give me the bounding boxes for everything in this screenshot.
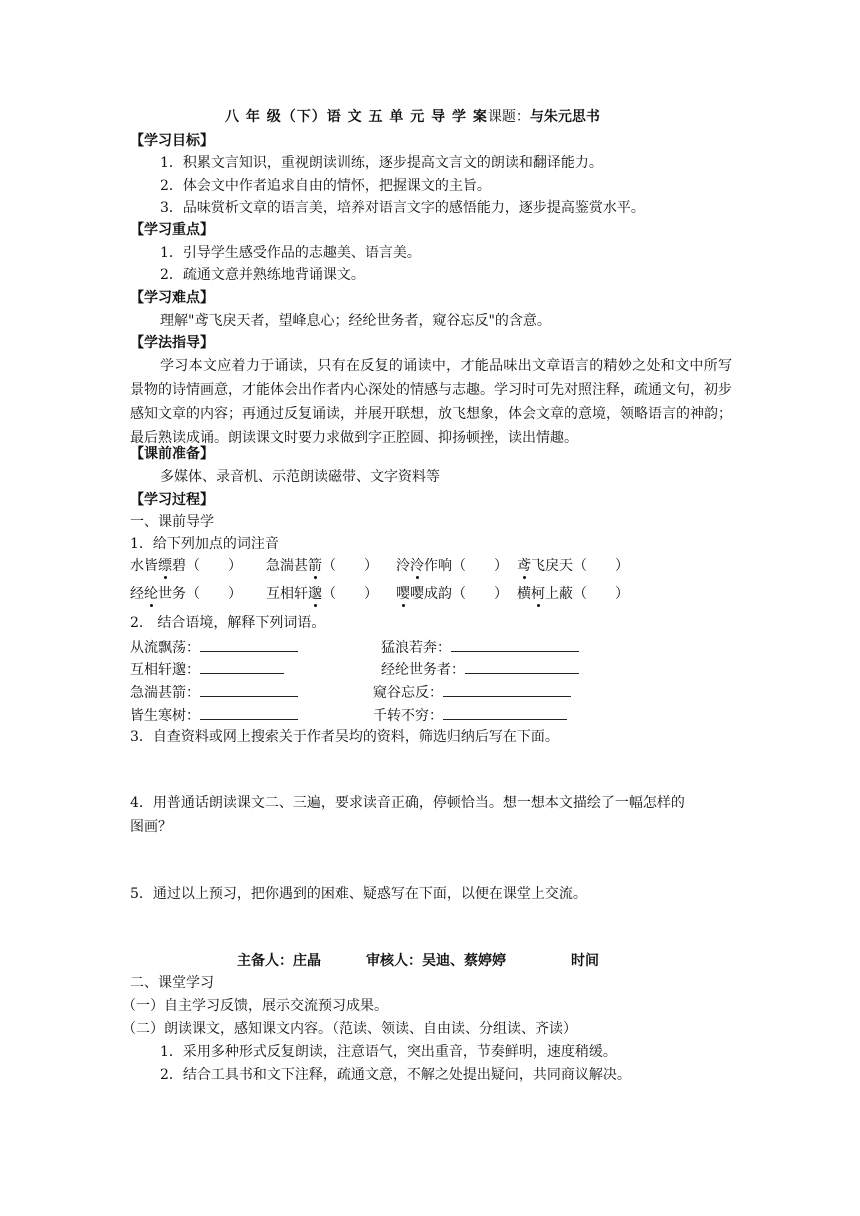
method-text: 学习本文应着力于诵读，只有在反复的诵读中，才能品味出文章语言的精妙之处和文中所写景物的诗情画意，才能体会出作者内心深处的情感与志趣。学习时可先对照注释，疏通文句，初步感知文章的内容；再通过反复诵读，并展开联想，放飞想象，体会文章的意境，领略语言的神韵；最后熟读成诵。朗读课文时要力求做到字正腔圆、抑扬顿挫，读出情趣。 (130, 358, 732, 446)
question-1: 1．给下列加点的词注音 (130, 536, 279, 552)
dotted-char: 鸢 (517, 558, 531, 574)
answer-blank[interactable] (465, 658, 579, 674)
phonetic-item: 嘤嘤成韵（ ） (396, 586, 508, 602)
classroom-item: 2．结合工具书和文下注释，疏通文意，不解之处提出疑问，共同商议解决。 (160, 1067, 631, 1083)
answer-blank[interactable] (200, 658, 284, 674)
difficulties-text: 理解"鸢飞戾天者，望峰息心；经纶世务者，窥谷忘反"的含意。 (160, 313, 551, 329)
key-points-heading: 【学习重点】 (130, 222, 214, 238)
definition-item: 皆生寒树： (130, 704, 298, 726)
definition-item: 急湍甚箭： (130, 681, 298, 703)
process-heading: 【学习过程】 (130, 492, 214, 508)
question-3: 3．自查资料或网上搜索关于作者吴均的资料，筛选归纳后写在下面。 (130, 729, 559, 745)
dotted-char: 泠 (410, 558, 424, 574)
answer-blank[interactable] (200, 681, 298, 697)
title-main: 八 年 级（下）语 文 五 单 元 导 学 案 (225, 109, 488, 125)
definition-item: 经纶世务者： (381, 658, 579, 680)
objectives-heading: 【学习目标】 (130, 133, 214, 149)
page-title (225, 107, 600, 127)
phonetic-item: 互相轩邈（ ） (266, 586, 378, 602)
part-one-heading: 一、课前导学 (130, 514, 214, 530)
dotted-char: 箭 (308, 558, 322, 574)
classroom-item: 1．采用多种形式反复朗读，注意语气，突出重音，节奏鲜明，速度稍缓。 (160, 1044, 617, 1060)
phonetic-item: 经纶世务（ ） (130, 586, 242, 602)
key-point-item: 2．疏通文意并熟练地背诵课文。 (160, 267, 365, 283)
question-4-line2: 图画？ (130, 819, 172, 835)
dotted-char: 纶 (144, 586, 158, 602)
objective-item: 3．品味赏析文章的语言美，培养对语言文字的感悟能力，逐步提高鉴赏水平。 (160, 200, 645, 216)
question-4-line1: 4．用普通话朗读课文二、三遍，要求读音正确，停顿恰当。想一想本文描绘了一幅怎样的 (130, 795, 685, 811)
definition-item: 猛浪若奔： (381, 636, 579, 658)
question-2: 2. 结合语境，解释下列词语。 (130, 615, 326, 631)
phonetic-item: 泠泠作响（ ） (396, 558, 508, 574)
part-two-heading: 二、课堂学习 (130, 975, 214, 991)
definition-item: 互相轩邈： (130, 658, 284, 680)
objective-item: 2．体会文中作者追求自由的情怀，把握课文的主旨。 (160, 178, 491, 194)
question-5: 5．通过以上预习，把你遇到的困难、疑惑写在下面，以便在课堂上交流。 (130, 886, 587, 902)
subsection-1: （一）自主学习反馈，展示交流预习成果。 (122, 998, 388, 1014)
objective-item: 1．积累文言知识，重视朗读训练，逐步提高文言文的朗读和翻译能力。 (160, 155, 603, 171)
answer-blank[interactable] (200, 704, 298, 720)
answer-blank[interactable] (200, 636, 298, 652)
phonetic-item: 横柯上蔽（ ） (517, 586, 629, 602)
dotted-char: 嘤 (396, 586, 410, 602)
phonetic-item: 水皆缥碧（ ） (130, 558, 242, 574)
subsection-2: （二）朗读课文，感知课文内容。（范读、领读、自由读、分组读、齐读） (122, 1021, 577, 1037)
method-heading: 【学法指导】 (130, 335, 214, 351)
dotted-char: 邈 (308, 586, 322, 602)
answer-blank[interactable] (443, 681, 571, 697)
title-label: 课题： (487, 109, 530, 125)
reviewer-label: 审核人：吴迪、蔡婷婷 (366, 953, 506, 969)
definition-item: 窥谷忘反： (373, 681, 571, 703)
preparer-label: 主备人：庄晶 (237, 953, 321, 969)
preparation-heading: 【课前准备】 (130, 446, 214, 462)
key-point-item: 1．引导学生感受作品的志趣美、语言美。 (160, 245, 421, 261)
phonetic-item: 急湍甚箭（ ） (266, 558, 378, 574)
answer-blank[interactable] (443, 704, 567, 720)
phonetic-item: 鸢飞戾天（ ） (517, 558, 629, 574)
definition-item: 从流飘荡： (130, 636, 298, 658)
definition-item: 千转不穷： (373, 704, 567, 726)
dotted-char: 缥 (158, 558, 172, 574)
title-topic: 与朱元思书 (529, 109, 600, 125)
difficulties-heading: 【学习难点】 (130, 290, 214, 306)
dotted-char: 柯 (531, 586, 545, 602)
time-label: 时间 (571, 953, 599, 969)
answer-blank[interactable] (451, 636, 579, 652)
preparation-text: 多媒体、录音机、示范朗读磁带、文字资料等 (160, 469, 440, 485)
